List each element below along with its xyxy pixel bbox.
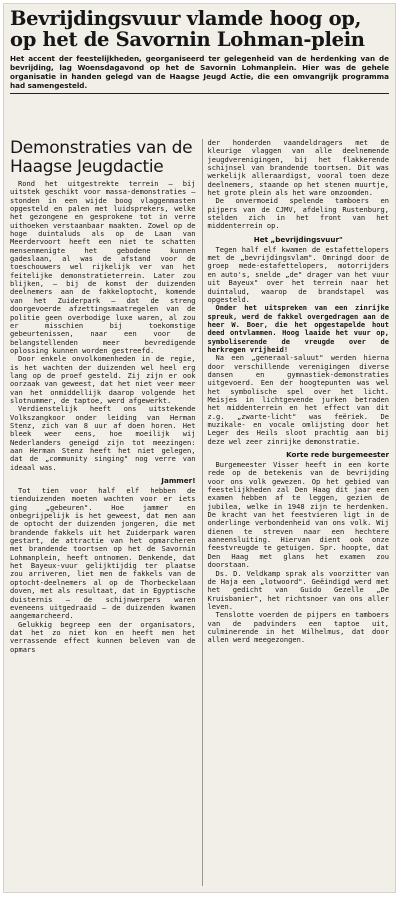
paragraph: Door enkele onvolkomenheden in de regie, is het wachten der duizenden wel heel erg lang op de proef gesteld. Zij zijn er ook oorzaak van geweest, dat het niet veer meer van het onmiddellijk daarop volgende het slotnummer, de taptoe, werd afgewerkt. [10, 354, 196, 405]
article-columns [10, 139, 389, 886]
lead-paragraph: Het accent der feestelijkheden, georganiseerd ter gelegenheid van de herdenking van de bevrijding, lag Woensdagavond op het de Savornin Lohmanplein. Hier was de gehele organisatie in handen gelegd van de Haagse Jeugd Actie, die een omvangrijk programma had samengesteld. [10, 54, 389, 90]
paragraph: Tegen half elf kwamen de estafettelopers met de „bevrijdingsvlam". Omringd door de groep mede-estafettelopers, motorrijders en auto's, snelde „de" drager van het vuur uit Bayeux" over het terrein naar het duintalud, waarop de brandstapel was opgesteld. [207, 244, 389, 304]
paragraph: Na een „generaal-saluut" werden hierna door verschillende verenigingen diverse dansen en gymnastiek-demonstraties uitgevoerd. Een der hoogtepunten was wel het symbolische spel over het licht. Meisjes in lichtgevende jurken betraden het middenterrein en het effect van dit z.g. „zwarte-licht" was feëriek. De muzikale- en vocale omlijsting door het Leger des Heils sloot prachtig aan bij deze wel zeer zinrijke demonstratie. [207, 353, 389, 446]
paragraph: der honderden vaandeldragers met de kleurige vlaggen van alle deelnemende jeugdverenigingen, bij het flakkerende schijnsel van brandende toortsen. Dit was werkelijk alleraardigst, vooral toen deze deelnemers, staande op het stenen muurtje, het grote plein als het ware omzoomden. [207, 139, 389, 198]
newspaper-clipping [4, 4, 395, 892]
paragraph-bold: Onder het uitspreken van een zinrijke spreuk, werd de fakkel overgedragen aan de heer W. Boer, die het opgestapelde hout deed ontvlammen. Hoog laaide het vuur op, symboliserende de vreugde over de herkregen vrijheid! [207, 303, 389, 354]
subheading-bevrijdingsvuur: Het „bevrijdingsvuur" [253, 234, 343, 244]
section-title: Demonstraties van de Haagse Jeugdactie [10, 139, 193, 177]
paragraph: Burgemeester Visser heeft in een korte rede op de betekenis van de bevrijding voor ons volk gewezen. Op het gebied van feestelijkheden zal Den Haag dit jaar een examen hebben af te leggen, gezien de jubilea, welke in 1948 zijn te herdenken. De kracht van het feestvieren ligt in de onderlinge verbondenheid van ons volk. Wij dienen te streven naar een hechtere aaneensluiting. Hiervan dient ook onze feestvreugde te getuigen. Spr. hoopte, dat Den Haag met glans het examen zou doorstaan. [207, 460, 389, 570]
paragraph: Ds. D. Veldkamp sprak als voorzitter van de Haja een „lotwoord". Geëindigd werd met het gedicht van Guido Gezelle „De Kruisbanier", het richtsnoer van ons aller leven. [207, 568, 389, 611]
headline: Bevrijdingsvuur vlamde hoog op, op het de Savornin Lohman-plein [10, 7, 365, 51]
divider [10, 93, 389, 94]
right-column [202, 139, 390, 886]
paragraph: Verdienstelijk heeft ons uitstekende Volkszangkoor onder leiding van Herman Stenz, zich van 8 uur af doen horen. Het bleek weer eens, hoe moeilijk wij Nederlanders geneigd zijn tot meezingen: aan Herman Stenz heeft het niet gelegen, dat de „community singing" nog verre van ideaal was. [10, 404, 196, 472]
paragraph: Tenslotte voerden de pijpers en tamboers van de padvinders een taptoe uit, culminerende in het Wilhelmus, dat door allen werd meegezongen. [207, 610, 389, 645]
paragraph: De onvermoeid spelende tamboers en pijpers van de CJMV, afdeling Rustenburg, stelden zich in het front van het middenterrein op. [207, 196, 389, 231]
paragraph: Gelukkig begreep een der organisators, dat het zo niet kon en heeft men het verrassende effect kunnen beleven van de opmars [10, 619, 196, 654]
left-column [10, 139, 196, 886]
paragraph: Rond het uitgestrekte terrein — bij uitstek geschikt voor massa-demonstraties — stonden in een wijde boog vlaggenmasten opgesteld en palen met luidsprekers, welke het gezongene en gesprokene tot in verre uithoeken verstaanbaar maakten. Zowel op de hoge duintaluds als op de Laan van Meerdervoort heeft een niet te schatten mensenmenigte het gebodene kunnen gadeslaan, al was de afstand voor de toeschouwers wel rijkelijk ver van het feitelijke demonstratieterrein. Later zou blijken, — bij de komst der duizenden deelnemers aan de fakkeloptocht, komende van het Zuiderpark — dat de streng doorgevoerde afzettingsmaatregelen van de politie geen overbodige luxe waren, al zou er misschien bij toekomstige gebeurtenissen, naar een voor de belangstellenden meer bevredigende oplossing kunnen worden gestreefd. [10, 179, 196, 355]
subheading-jammer: Jammer! [161, 476, 196, 486]
subheading-burgemeester: Korte rede burgemeester [286, 450, 389, 460]
paragraph: Tot tien voor half elf hebben de tienduizenden moeten wachten voor er iets ging „gebeuren". Hoe jammer en onbegrijpelijk is het geweest, dat men aan de optocht der duizenden jongeren, die met brandende fakkels uit het Zuiderpark waren gestart, de attractie van het opmarcheren met brandende toortsen op het de Savornin Lohmanplein, heeft ontnomen. Denkende, dat het Bayeux-vuur gelijktijdig ter plaatse zou arriveren, liet men de fakkels van de optocht-deelnemers al op de Thorbeckelaan doven, met als resultaat, dat in Egyptische duisternis — de schijnwerpers waren eveneens uitgedraaid — de duizenden kwamen aangemarcheerd. [10, 486, 196, 621]
